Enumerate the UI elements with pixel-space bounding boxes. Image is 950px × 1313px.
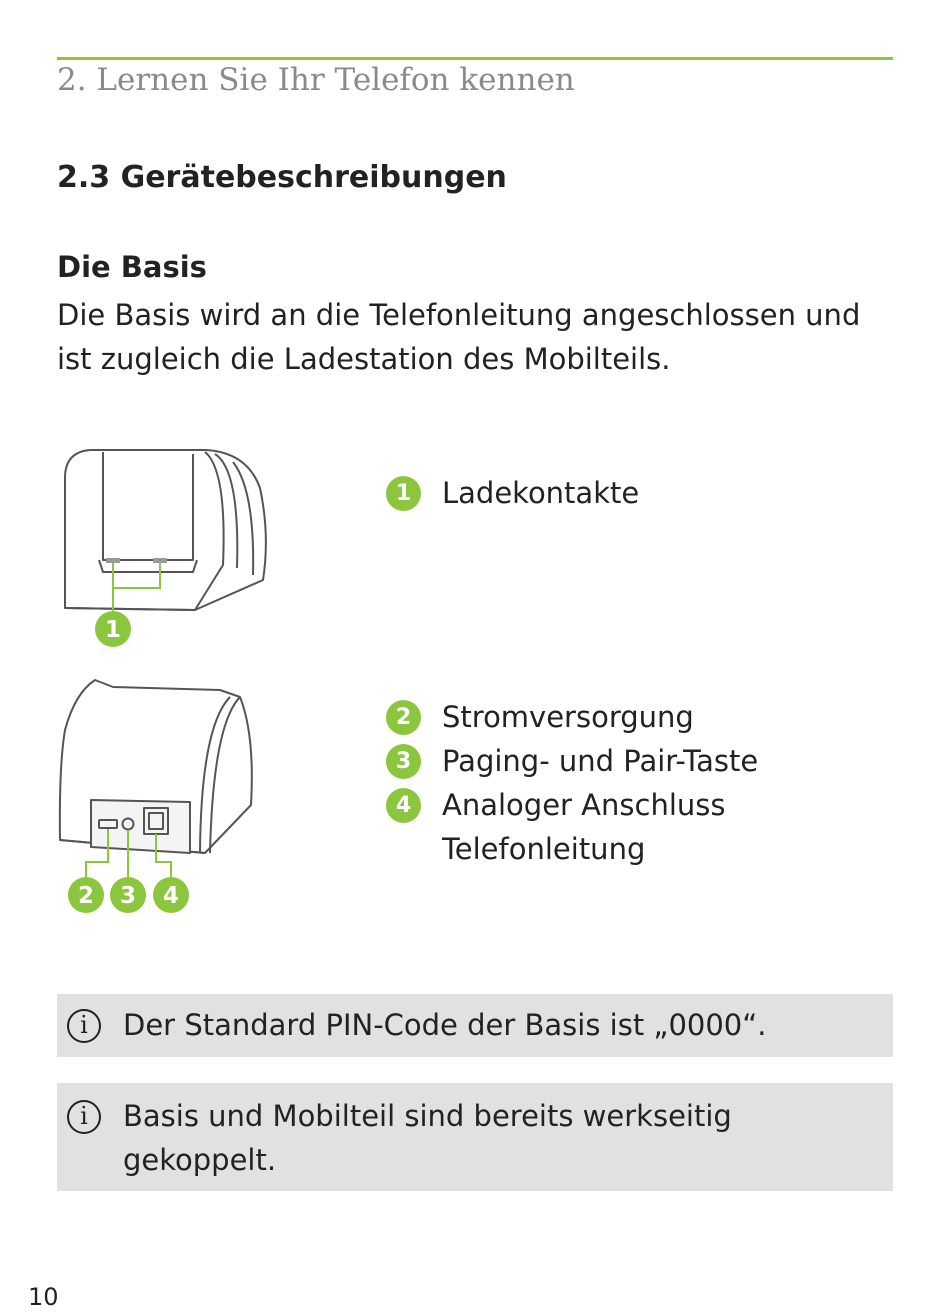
callout-badge — [153, 877, 189, 913]
svg-text:1: 1 — [104, 617, 122, 643]
legend-label: Paging- und Pair-Taste — [442, 744, 759, 778]
callout-badge — [95, 611, 131, 647]
legend-label: Stromversorgung — [442, 700, 694, 734]
callout-badge — [68, 877, 104, 913]
callout-badge — [110, 877, 146, 913]
note-text: Basis und Mobilteil sind bereits werkseitig gekoppelt. — [123, 1099, 732, 1177]
base-station-back-illustration — [55, 675, 275, 920]
svg-text:3: 3 — [119, 883, 137, 909]
number-badge: 3 — [386, 744, 421, 779]
intro-paragraph: Die Basis wird an die Telefonleitung angeschlossen und ist zugleich die Ladestation des Mobilteils. — [57, 298, 861, 376]
legend-front — [386, 471, 639, 515]
legend-item — [386, 739, 758, 783]
chapter-title: 2. Lernen Sie Ihr Telefon kennen — [57, 62, 575, 98]
svg-text:4: 4 — [162, 883, 180, 909]
number-badge: 4 — [386, 788, 421, 823]
subsection-title: Die Basis — [57, 250, 207, 284]
info-note-pairing — [57, 1083, 893, 1191]
section-title: 2.3 Gerätebeschreibungen — [57, 160, 507, 195]
note-text: Der Standard PIN-Code der Basis ist „0000“. — [123, 1008, 767, 1042]
info-note-pin — [57, 994, 893, 1057]
svg-text:2: 2 — [77, 883, 95, 909]
legend-label: Ladekontakte — [442, 476, 640, 510]
number-badge: 2 — [386, 700, 421, 735]
legend-item — [386, 695, 758, 739]
base-station-front-illustration — [55, 440, 285, 655]
info-icon: i — [67, 1100, 101, 1134]
info-icon: i — [67, 1009, 101, 1043]
legend-back — [386, 695, 758, 871]
header-rule — [57, 57, 893, 60]
number-badge: 1 — [386, 476, 421, 511]
page-number: 10 — [28, 1283, 59, 1311]
legend-item — [386, 471, 639, 515]
legend-label: Analoger Anschluss Telefonleitung — [442, 788, 726, 866]
legend-item — [386, 783, 758, 871]
